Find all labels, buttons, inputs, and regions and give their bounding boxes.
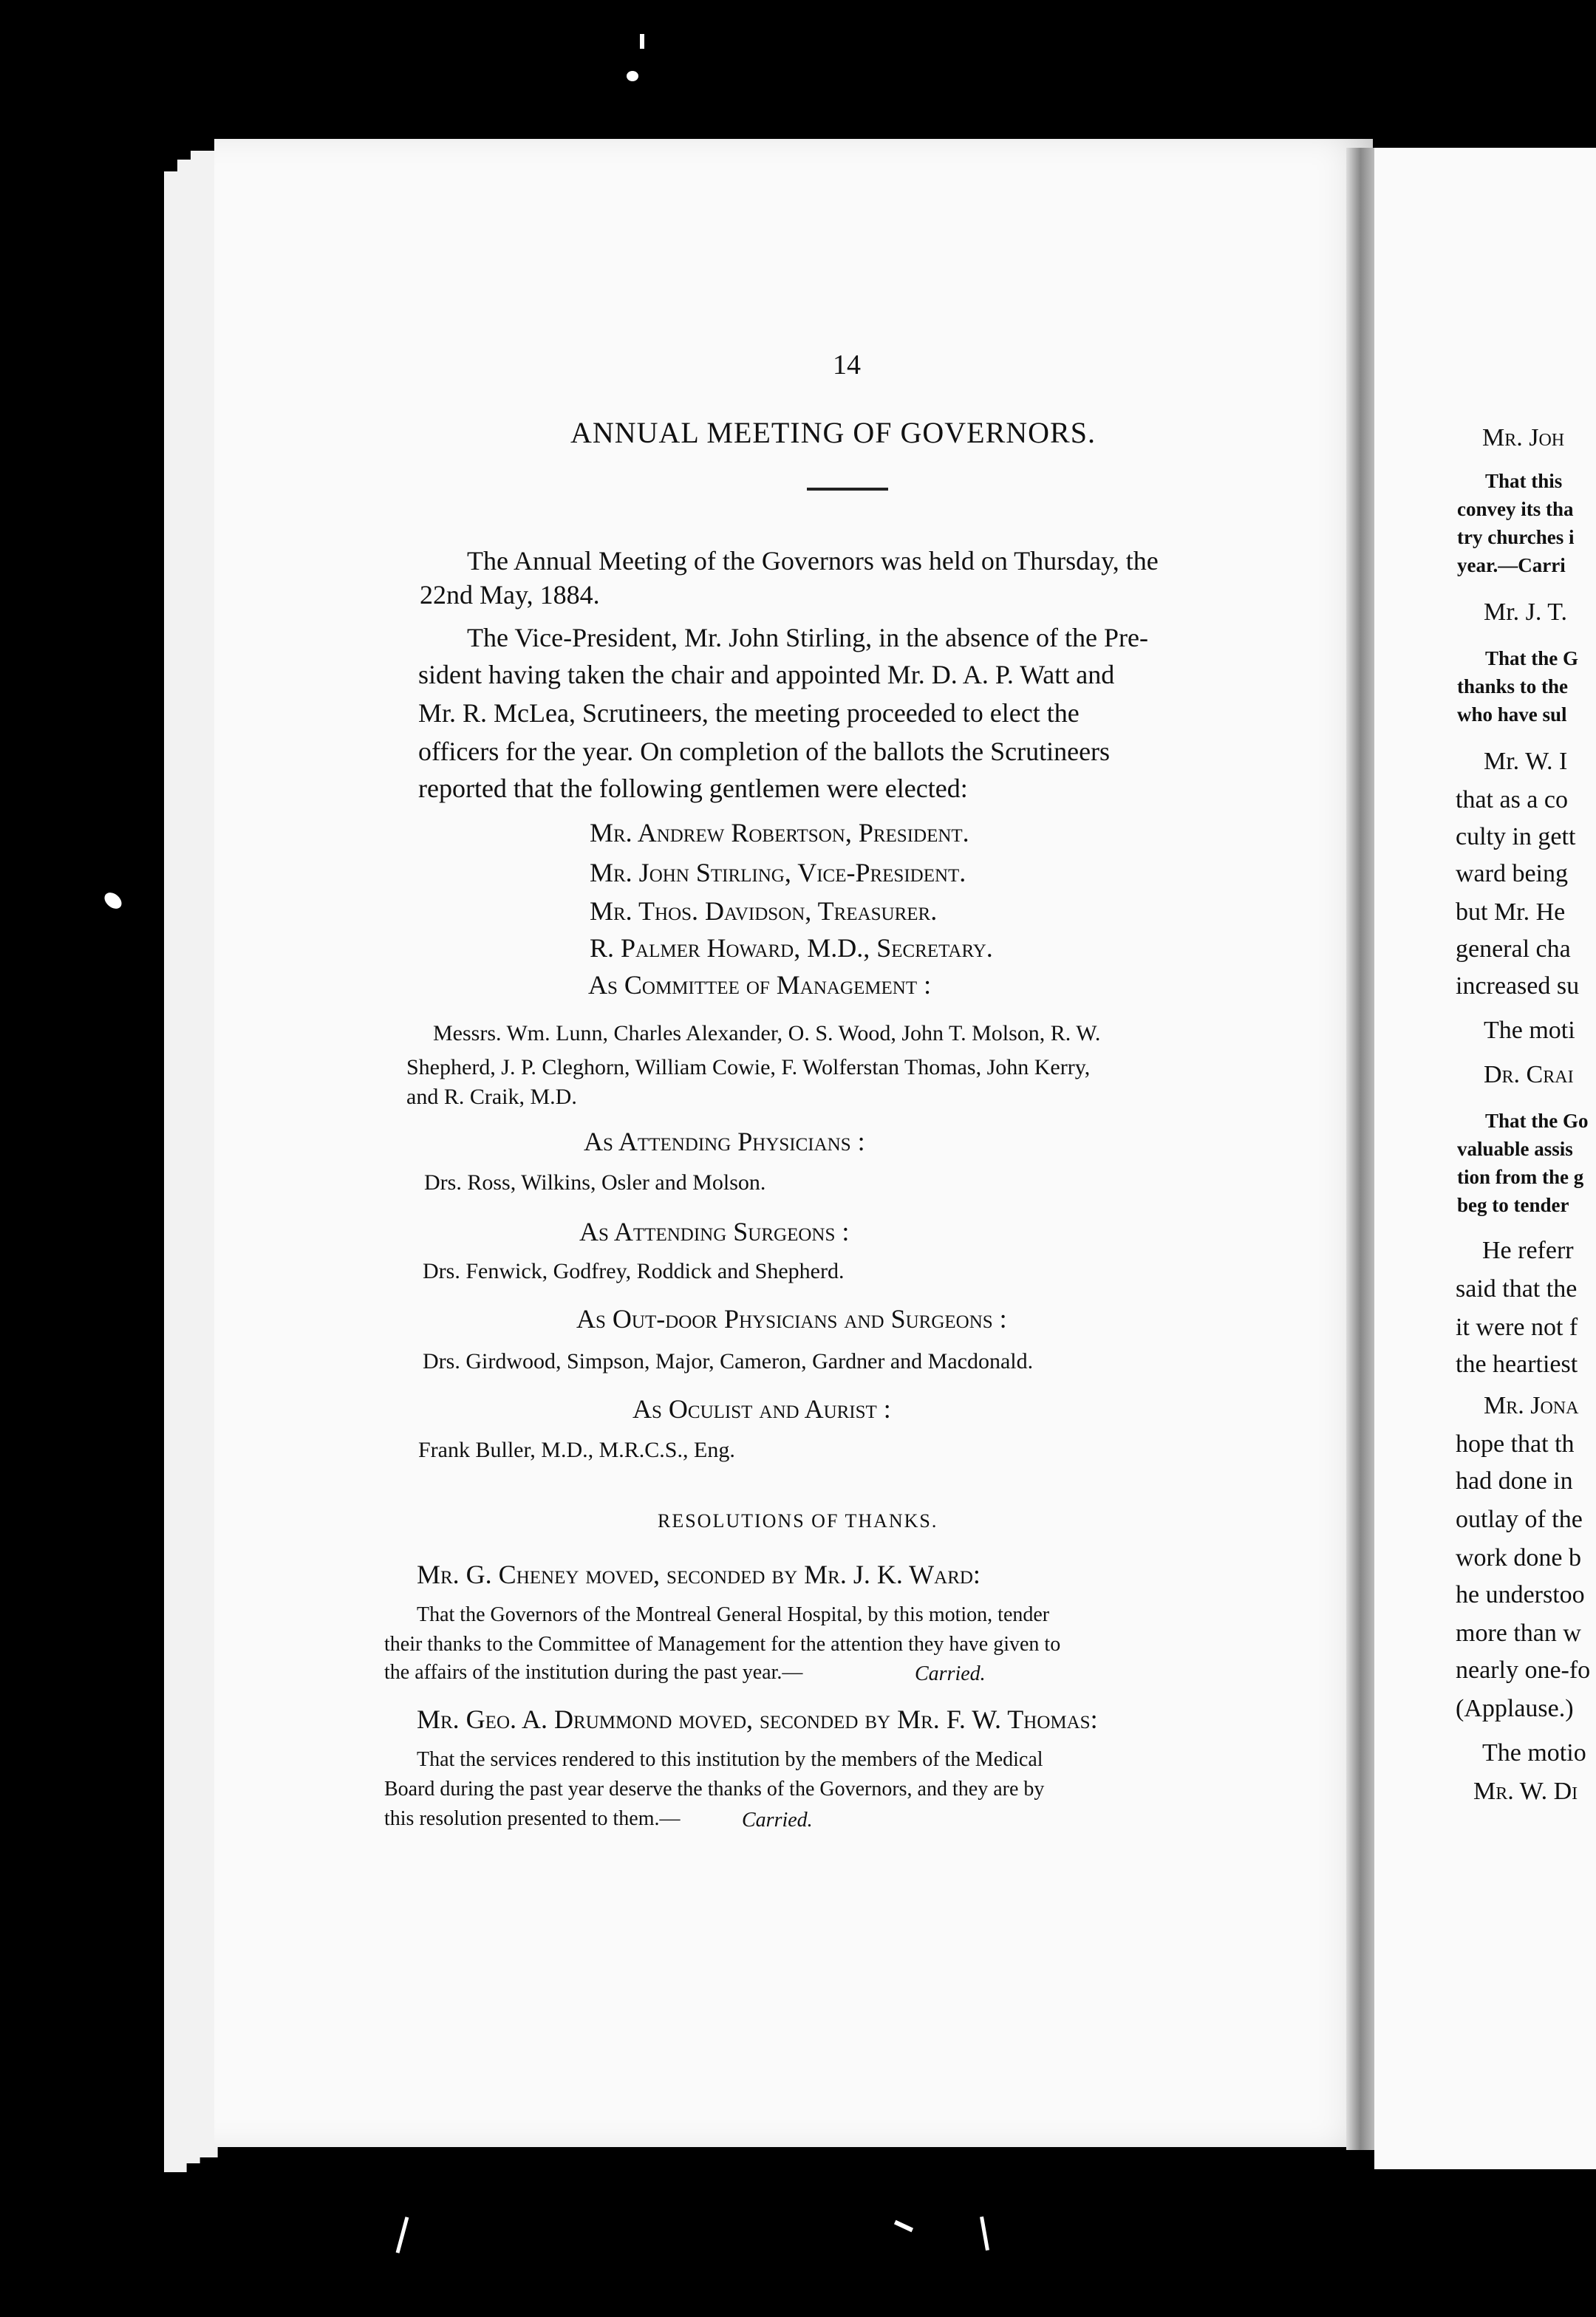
- right-page-line: That the G: [1485, 647, 1579, 669]
- right-page-line: beg to tender: [1457, 1194, 1569, 1216]
- outdoor-list: Drs. Girdwood, Simpson, Major, Cameron, Gardner and Macdonald.: [423, 1349, 1034, 1374]
- right-page-line: (Applause.): [1456, 1695, 1574, 1722]
- right-page-line: had done in: [1456, 1467, 1573, 1495]
- committee-heading: As Committee of Management :: [588, 970, 932, 1000]
- right-page-line: The moti: [1484, 1017, 1575, 1044]
- motion-1-text: their thanks to the Committee of Management for the attention they have given to: [384, 1633, 1061, 1656]
- right-page-line: said that the: [1456, 1275, 1578, 1303]
- motion-2: Mr. Geo. A. Drummond moved, seconded by Mr. F. W. Thomas:: [417, 1705, 1098, 1734]
- right-page-line: valuable assis: [1457, 1138, 1573, 1160]
- intro-line: The Annual Meeting of the Governors was held on Thursday, the: [467, 546, 1159, 576]
- right-page-line: Mr. J. T.: [1484, 598, 1568, 626]
- right-page-line: That the Go: [1485, 1110, 1589, 1132]
- resolutions-heading: RESOLUTIONS OF THANKS.: [658, 1510, 938, 1532]
- right-page-line: thanks to the: [1457, 675, 1569, 697]
- right-page-line: convey its tha: [1457, 498, 1574, 520]
- book-gutter: [1346, 148, 1374, 2150]
- right-page-line: work done b: [1456, 1544, 1581, 1572]
- carried-label: Carried.: [742, 1809, 813, 1832]
- motion-1-text: That the Governors of the Montreal General Hospital, by this motion, tender: [417, 1603, 1050, 1626]
- motion-2-text: this resolution presented to them.—: [384, 1807, 681, 1830]
- motion-2-text: Board during the past year deserve the thanks of the Governors, and they are by: [384, 1778, 1045, 1801]
- page-title: ANNUAL MEETING OF GOVERNORS.: [570, 416, 1096, 449]
- officer-treasurer: Mr. Thos. Davidson, Treasurer.: [590, 896, 938, 926]
- intro-line: Mr. R. McLea, Scrutineers, the meeting proceeded to elect the: [418, 698, 1080, 728]
- scan-speck: [980, 2217, 989, 2251]
- right-page-line: more than w: [1456, 1620, 1581, 1647]
- oculist-heading: As Oculist and Aurist :: [632, 1394, 891, 1424]
- right-page-line: that as a co: [1456, 786, 1568, 813]
- right-page: [1374, 148, 1596, 2169]
- right-page-line: He referr: [1482, 1237, 1574, 1264]
- outdoor-heading: As Out-door Physicians and Surgeons :: [576, 1304, 1007, 1334]
- motion-2-text: That the services rendered to this institution by the members of the Medical: [417, 1748, 1043, 1771]
- right-page-line: outlay of the: [1456, 1506, 1583, 1533]
- right-page-line: but Mr. He: [1456, 898, 1566, 926]
- scan-speck: [101, 890, 124, 912]
- right-page-line: That this: [1485, 470, 1563, 492]
- scan-speck: [627, 71, 638, 81]
- right-page-line: try churches i: [1457, 526, 1575, 548]
- surgeons-heading: As Attending Surgeons :: [579, 1217, 850, 1246]
- right-page-line: tion from the g: [1457, 1166, 1584, 1188]
- right-page-line: ward being: [1456, 860, 1569, 887]
- officer-president: Mr. Andrew Robertson, President.: [590, 818, 969, 847]
- scan-speck: [894, 2220, 913, 2232]
- right-page-line: who have sul: [1457, 703, 1567, 726]
- right-page-line: the heartiest: [1456, 1351, 1578, 1378]
- scan-speck: [640, 34, 644, 49]
- right-page-line: year.—Carri: [1457, 554, 1566, 576]
- right-page-line: he understoo: [1456, 1581, 1585, 1608]
- physicians-heading: As Attending Physicians :: [584, 1127, 865, 1156]
- right-page-line: Mr. Jona: [1484, 1392, 1579, 1419]
- officer-secretary: R. Palmer Howard, M.D., Secretary.: [590, 933, 993, 963]
- right-page-line: increased su: [1456, 972, 1580, 1000]
- oculist-name: Frank Buller, M.D., M.R.C.S., Eng.: [418, 1438, 735, 1462]
- intro-line: officers for the year. On completion of the ballots the Scrutineers: [418, 737, 1111, 766]
- officer-vice-president: Mr. John Stirling, Vice-President.: [590, 858, 966, 887]
- intro-line: reported that the following gentlemen were elected:: [418, 774, 968, 803]
- committee-line: Messrs. Wm. Lunn, Charles Alexander, O. S. Wood, John T. Molson, R. W.: [433, 1021, 1101, 1045]
- right-page-line: The motio: [1482, 1739, 1586, 1767]
- right-page-line: Mr. W. Di: [1473, 1778, 1578, 1805]
- intro-line: sident having taken the chair and appointed Mr. D. A. P. Watt and: [418, 660, 1115, 689]
- right-page-line: general cha: [1456, 935, 1571, 963]
- page-number: 14: [833, 349, 861, 381]
- intro-line: 22nd May, 1884.: [420, 580, 600, 610]
- motion-1-text: the affairs of the institution during the past year.—: [384, 1661, 803, 1684]
- intro-line: The Vice-President, Mr. John Stirling, in the absence of the Pre-: [467, 623, 1148, 652]
- physicians-list: Drs. Ross, Wilkins, Osler and Molson.: [424, 1170, 766, 1195]
- right-page-line: Dr. Crai: [1484, 1061, 1574, 1088]
- committee-line: and R. Craik, M.D.: [406, 1085, 577, 1109]
- right-page-line: hope that th: [1456, 1430, 1575, 1458]
- committee-line: Shepherd, J. P. Cleghorn, William Cowie, F. Wolferstan Thomas, John Kerry,: [406, 1055, 1091, 1079]
- right-page-line: Mr. Joh: [1482, 424, 1565, 451]
- right-page-line: culty in gett: [1456, 823, 1576, 850]
- right-page-line: nearly one-fo: [1456, 1656, 1591, 1684]
- title-divider: [807, 488, 888, 491]
- scan-speck: [396, 2217, 409, 2253]
- right-page-line: it were not f: [1456, 1314, 1578, 1341]
- right-page-line: Mr. W. I: [1484, 748, 1568, 775]
- surgeons-list: Drs. Fenwick, Godfrey, Roddick and Shepherd.: [423, 1259, 845, 1283]
- carried-label: Carried.: [915, 1662, 986, 1685]
- motion-1: Mr. G. Cheney moved, seconded by Mr. J. K. Ward:: [417, 1560, 981, 1589]
